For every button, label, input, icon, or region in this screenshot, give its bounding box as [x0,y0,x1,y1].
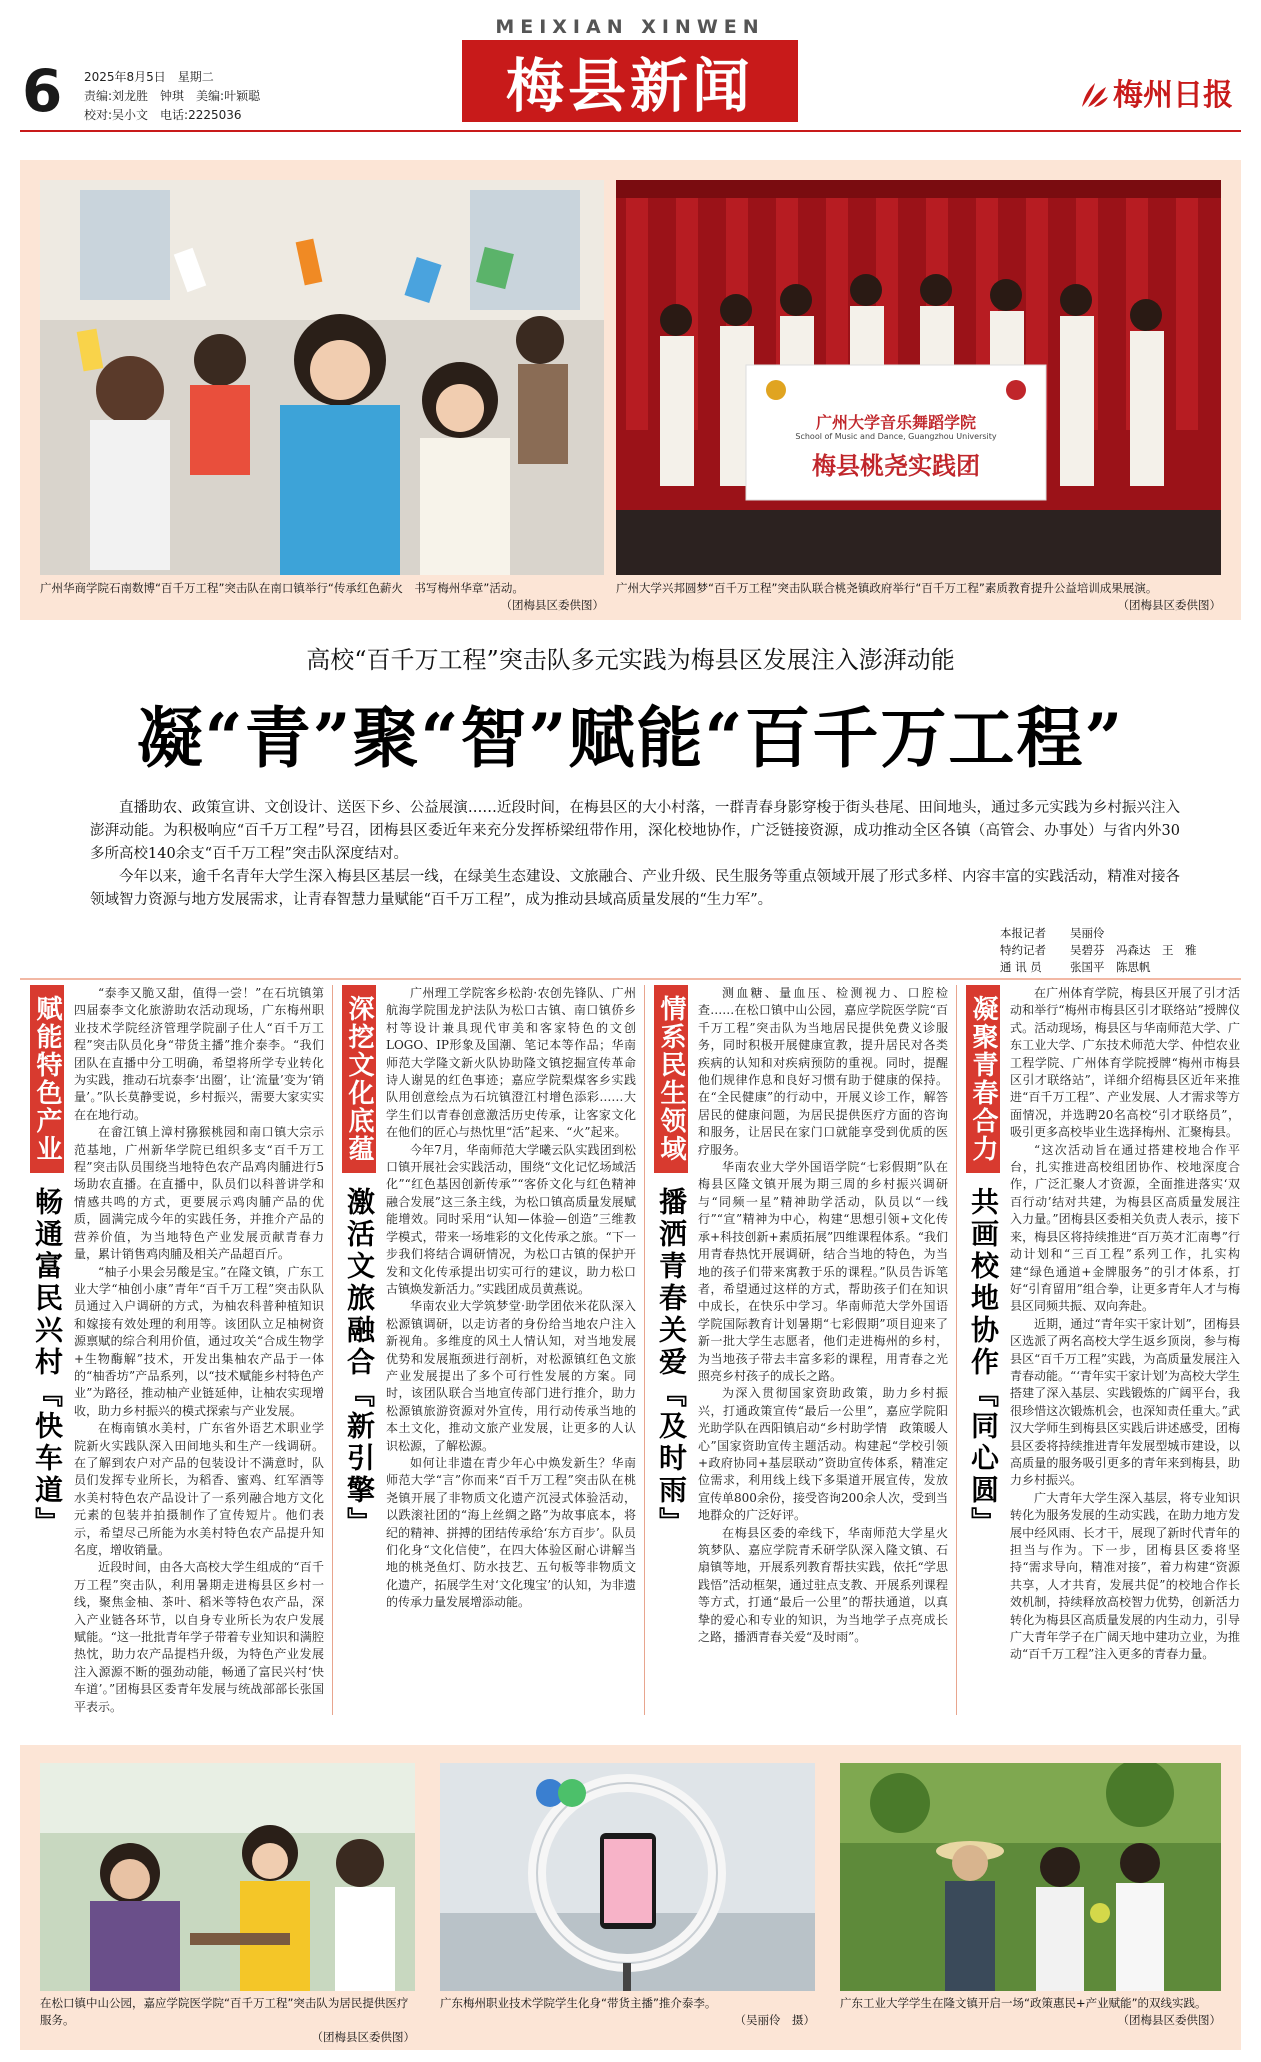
byline-row [1000,942,1240,959]
body-paragraph: 华南农业大学筑梦堂·助学团依米花队深入松源镇调研，以走访者的身份给当地农户注入新视角。多维度的风土人情认知，对当地发展优势和发展瓶颈进行剖析，对松源镇红色文旅产业发展提出了多个可行性发展的方案。同时，该团队联合当地宣传部门进行推介，助力松源镇旅游资源对外宣传，用行动传承当地的本土文化，推动文旅产业发展，让更多的人认识松源，了解松源。 [386,1299,636,1453]
body-paragraph: 在广州体育学院，梅县区开展了引才活动和举行“梅州市梅县区引才联络站”授牌仪式。活动现场，梅县区与华南师范大学、广东工业大学、广东技术师范大学、仲恺农业工程学院、广州体育学院授牌“梅州市梅县区引才联络站”，详细介绍梅县区近年来推进“百千万工程”、产业发展、人才需求等方面情况，并选聘20名高校“引才联络员”，吸引更多高校毕业生选择梅州、汇聚梅县。 [1010,986,1240,1140]
column-title: 激活文旅融合『新引擎』 [343,1187,376,1539]
banner-team: 梅县桃尧实践团 [812,451,980,480]
column-cooperation [964,985,1241,1715]
caption-text: 广州华商学院石南数博“百千万工程”突击队在南口镇举行“传承红色薪火 书写梅州华章”活动。 [40,581,524,595]
masthead [0,0,1261,128]
body-paragraph: 在梅南镇水美村，广东省外语艺术职业学院新火实践队深入田间地头和生产一线调研。在了解到农户对产品的包装设计不满意时，队员们发挥专业所长，为稻香、蜜鸡、红军酒等水美村特色农产品设计了一系列融合地方文化元素的包装并拍摄制作了宣传短片。他们表示，希望尽己所能为水美村特色农产品提升知名度，增收销量。 [74,1421,324,1557]
proof-line: 校对:吴小文 电话:2225036 [84,108,242,122]
bottom-photo-band [20,1745,1241,2050]
byline-label: 特约记者 [1000,943,1046,957]
body-paragraph: 在梅县区委的牵线下，华南师范大学星火筑梦队、嘉应学院青禾研学队深入隆文镇、石扇镇等地，开展系列教育帮扶实践，依托“学思践悟”活动框架，通过驻点支教、开展系列课程等方式，打通“最后一公里”的帮扶通道，以真挚的爱心和专业的知识，为当地学子点亮成长之路，播洒青春关爱“及时雨”。 [698,1525,948,1645]
body-paragraph: 近期，通过“青年实干家计划”，团梅县区选派了两名高校大学生返乡顶岗，参与梅县区“百千万工程”实践，为高质量发展注入青春动能。“‘青年实干家计划’为高校大学生搭建了深入基层、实践锻炼的广阔平台，我很珍惜这次锻炼机会，也深知责任重大。”武汉大学师生到梅县区实践后讲述感受，团梅县区委将持续推进青年发展型城市建设，以高质量的服务吸引更多的青年来到梅县，助力乡村振兴。 [1010,1316,1240,1488]
column-rule [956,985,957,1715]
lead-paragraph: 直播助农、政策宣讲、文创设计、送医下乡、公益展演……近段时间，在梅县区的大小村落，一群青春身影穿梭于街头巷尾、田间地头，通过多元实践为乡村振兴注入澎湃动能。为积极响应“百千万工程”号召，团梅县区委近年来充分发挥桥梁纽带作用，深化校地协作，广泛链接资源，成功推动全区各镇（高管会、办事处）与省内外30多所高校140余支“百千万工程”突击队深度结对。 [90,800,1180,862]
column-rule [332,985,333,1715]
byline-label: 本报记者 [1000,926,1046,940]
section-pinyin: MEIXIAN XINWEN [495,16,765,38]
column-heading [340,985,378,1539]
column-livelihood [652,985,952,1715]
masthead-rule [20,130,1241,132]
column-body [386,985,636,1715]
body-paragraph: 今年7月，华南师范大学曦云队实践团到松口镇开展社会实践活动，围绕“文化记忆场域活化”“红色基因创新传承”“客侨文化与红色精神融合发展”这三条主线，为松口镇高质量发展赋能增效。同时采用“认知—体验—创造”三维教学模式，带来一场堆彩的文化传承之旅。“下一步我们将结合调研情况，为松口古镇的保护开发和文化传承提出切实可行的建议，助力松口古镇焕发新活力。”实践团成员黄燕说。 [386,1142,636,1296]
byline-label: 通 讯 员 [1000,960,1042,974]
column-body [74,985,324,1715]
section-title: 梅县新闻 [505,52,754,120]
body-paragraph: “泰李又脆又甜，值得一尝！”在石坑镇第四届泰李文化旅游助农活动现场，广东梅州职业技术学院经济管理学院副子仕人“百千万工程”突击队员化身“带货主播”推介泰李。“我们团队在直播中分工明确，希望将所学专业转化为实践，推动石坑泰李‘出圈’，让‘流量’变为‘销量’。”队长莫静雯说，乡村振兴，需要大家实实在在地行动。 [74,986,324,1122]
caption-text: 在松口镇中山公园，嘉应学院医学院“百千万工程”突击队为居民提供医疗服务。 [40,1996,409,2027]
byline [1000,925,1240,976]
caption-credit: （团梅县区委供图） [500,598,604,612]
article-kicker: 高校“百千万工程”突击队多元实践为梅县区发展注入澎湃动能 [306,646,955,674]
article-headline: 凝“青”聚“智”赋能“百千万工程” [136,699,1125,777]
body-paragraph: 近段时间，由各大高校大学生组成的“百千万工程”突击队，利用暑期走进梅县区乡村一线，聚焦金柚、茶叶、稻米等特色农产品，深入产业链各环节，以自身专业所长为农户发展赋能。“这一批批青年学子带着专业知识和满腔热忱，助力农产品提档升级，为特色产业发展注入源源不断的强劲动能，畅通了富民兴村‘快车道’。”团梅县区委青年发展与统战部部长张国平表示。 [74,1560,324,1714]
bottom-photo-caption-3 [840,1995,1221,2029]
column-tag: 赋能特色产业 [30,985,64,1173]
column-tag: 凝聚青春合力 [966,985,1000,1173]
caption-text: 广州大学兴邦圆梦“百千万工程”突击队联合桃尧镇政府举行“百千万工程”素质教育提升公益培训成果展演。 [616,581,1158,595]
body-paragraph: “这次活动旨在通过搭建校地合作平台，扎实推进高校组团协作、校地深度合作，广泛汇聚人才资源，全面推进落实‘双百行动’结对共建，为梅县区高质量发展注入力量。”团梅县区委相关负责人表示，接下来，梅县区将持续推进“百万英才汇南粤”行动计划和“三百工程”系列工作，扎实构建“绿色通道+金牌服务”的引才体系，打好“引育留用”组合拳，让更多青年人才与梅县区同频共振、双向奔赴。 [1010,1142,1240,1314]
body-paragraph: 华南农业大学外国语学院“七彩假期”队在梅县区隆文镇开展为期三周的乡村振兴调研与“同频一星”精神助学活动，队员以“一线行”“宣”精神为中心，构建“思想引领+文化传承+科技创新+素质拓展”四维课程体系。“我们用青春热忱开展调研，结合当地的特色，为当地的孩子们带来寓教于乐的课程。”队员告诉笔者，希望通过这样的方式，帮助孩子们在知识中成长，在快乐中学习。华南师范大学外国语学院国际教育计划暑期“七彩假期”项目迎来了新一批大学生志愿者，他们走进梅州的乡村，为当地孩子带去丰富多彩的课程，用青春之光照亮乡村孩子的成长之路。 [698,1160,948,1383]
banner-title: 广州大学音乐舞蹈学院 [815,413,976,432]
section-divider [20,978,1241,980]
column-heading [964,985,1002,1539]
page-meta [84,68,260,125]
body-paragraph: 如何让非遗在青少年心中焕发新生？华南师范大学“言”你而来“百千万工程”突击队在桃尧镇开展了非物质文化遗产沉浸式体验活动，以跌滚社团的“海上丝绸之路”为故事底本，将纪的精神、拼搏的团结传承给‘东方百步’。队员们化身“文化信使”，在四大体验区耐心讲解当地的桃尧鱼灯、防水技艺、五句板等非物质文化遗产，拓展学生对‘文化瑰宝’的认知，为非遗的传承力量发展增添动能。 [386,1455,636,1610]
byline-names: 张国平 陈思帆 [1070,960,1151,974]
column-title: 播洒青春关爱『及时雨』 [655,1187,688,1539]
paper-name: 梅州日报 [1113,78,1233,113]
top-photo-caption-right [616,580,1221,614]
column-industry [28,985,328,1715]
caption-credit: （团梅县区委供图） [311,2030,415,2044]
caption-text: 广东梅州职业技术学院学生化身“带货主播”推介泰李。 [440,1996,717,2010]
bottom-photo-caption-1 [40,1995,415,2046]
caption-credit: （团梅县区委供图） [1117,598,1221,612]
caption-credit: （团梅县区委供图） [1117,2013,1221,2027]
byline-row [1000,925,1240,942]
body-paragraph: “柚子小果会另酸是宝。”在隆文镇，广东工业大学“柚创小康”青年“百千万工程”突击队队员通过入户调研的方式，为柚农科普种植知识和嫁接有效处理的利用等。该团队立足柚树资源禀赋的综合利用价值，通过攻关“合成生物学+生物酶解”技术，开发出集柚农产品于一体的“柚香坊”产品系列，以“技术赋能乡村特色产业”为路径，推动柚产业链延伸，让柚农实现增收，助力乡村振兴的模式探索与产业发展。 [74,1264,324,1418]
byline-row [1000,959,1240,976]
column-heading [652,985,690,1539]
caption-text: 广东工业大学学生在隆文镇开启一场“政策惠民+产业赋能”的双线实践。 [840,1996,1207,2010]
photo-stage-performance [616,180,1221,575]
column-title: 共画校地协作『同心圆』 [967,1187,1000,1539]
column-tag: 深挖文化底蕴 [342,985,376,1173]
article-lead [90,797,1180,912]
editor-line: 责编:刘龙胜 钟琪 美编:叶颖聪 [84,89,261,103]
paper-logo [1079,70,1233,114]
photo-medical-service [40,1763,415,1991]
page-number: 6 [22,57,63,125]
column-tag: 情系民生领域 [654,985,688,1173]
byline-names: 吴丽伶 [1070,926,1105,940]
body-paragraph: 测血糖、量血压、检测视力、口腔检查……在松口镇中山公园，嘉应学院医学院“百千万工程”突击队为当地居民提供免费义诊服务，同时积极开展健康宣教，提升居民对各类疾病的认知和对疾病预防的重视。同时，提醒他们规律作息和良好习惯有助于健康的保持。在“全民健康”的行动中，开展义诊工作，解答居民的健康问题，为居民提供医疗方面的咨询和服务，让居民在家门口就能享受到优质的医疗服务。 [698,986,948,1157]
body-paragraph: 为深入贯彻国家资助政策，助力乡村振兴，打通政策宣传“最后一公里”，嘉应学院阳光助学队在西阳镇启动“乡村助学情 政策暖人心”国家资助宣传主题活动。构建起“学校引领+政府协同+基层联动”资助宣传体系，精准定位需求，利用线上线下多渠道开展宣传，发放宣传单800余份，接受咨询200余人次，受到当地群众的广泛好评。 [698,1386,948,1523]
column-body [698,985,948,1715]
top-photo-caption-left [40,580,604,614]
body-paragraph: 在畲江镇上漳村猕猴桃园和南口镇大宗示范基地，广州新华学院已组织多支“百千万工程”突击队员围绕当地特色农产品鸡肉脯进行5场助农直播。在直播中，队员们以科普讲学和情感共鸣的方式，更要展示鸡肉脯产品的优质，圆满完成今年的实践任务，并推介产品的营养价值，为当地特色产业发展贡献青春力量，累计销售鸡肉脯及相关产品超百斤。 [74,1125,324,1262]
column-rule [644,985,645,1715]
body-paragraph: 广大青年大学生深入基层，将专业知识转化为服务发展的生动实践，在助力地方发展中经风雨、长才干，展现了新时代青年的担当与作为。下一步，团梅县区委将坚持“需求导向，精准对接”，着力构建“资源共享，人才共育，发展共促”的校地合作长效机制，持续释放高校智力优势，创新活力转化为梅县区高质量发展的内生动力，引导广大青年学子在广阔天地中建功立业，为推动“百千万工程”注入更多的青春力量。 [1010,1490,1240,1662]
caption-credit: （吴丽伶 摄） [734,2013,815,2027]
bottom-photo-caption-2 [440,1995,815,2029]
banner-subtitle: School of Music and Dance, Guangzhou University [795,432,997,441]
top-photo-band [20,160,1241,620]
column-heading [28,985,66,1539]
section-title-box [462,40,798,122]
leaf-logo-icon [1079,81,1109,109]
lead-paragraph: 今年以来，逾千名青年大学生深入梅县区基层一线，在绿美生态建设、文旅融合、产业升级、民生服务等重点领域开展了形式多样、内容丰富的实践活动，精准对接各领域智力资源与地方发展需求，让青春智慧力量赋能“百千万工程”，成为推动县域高质量发展的“生力军”。 [90,869,1180,908]
photo-pomelo-orchard [840,1763,1221,1991]
column-body [1010,985,1240,1715]
column-culture [340,985,640,1715]
column-title: 畅通富民兴村『快车道』 [31,1187,64,1539]
date-line: 2025年8月5日 星期二 [84,70,214,84]
photo-livestream [440,1763,815,1991]
byline-names: 吴碧芬 冯森达 王 雅 [1070,943,1197,957]
body-paragraph: 广州理工学院客乡松韵·农创先锋队、广州航海学院围龙护法队为松口古镇、南口镇侨乡村等设计兼具现代审美和客家特色的文创LOGO、IP形象及国潮、笔记本等作品；华南师范大学隆文新火队协助隆文镇挖掘宣传革命诗人谢晃的红色事迹；嘉应学院梨煤客乡实践队用创意绘点为石坑镇澄江村增色添彩……大学生们以青春创意激活历史传承，让客家文化在他们的匠心与热忱里“活”起来、“火”起来。 [386,986,636,1140]
photo-students-holding-cards [40,180,604,575]
